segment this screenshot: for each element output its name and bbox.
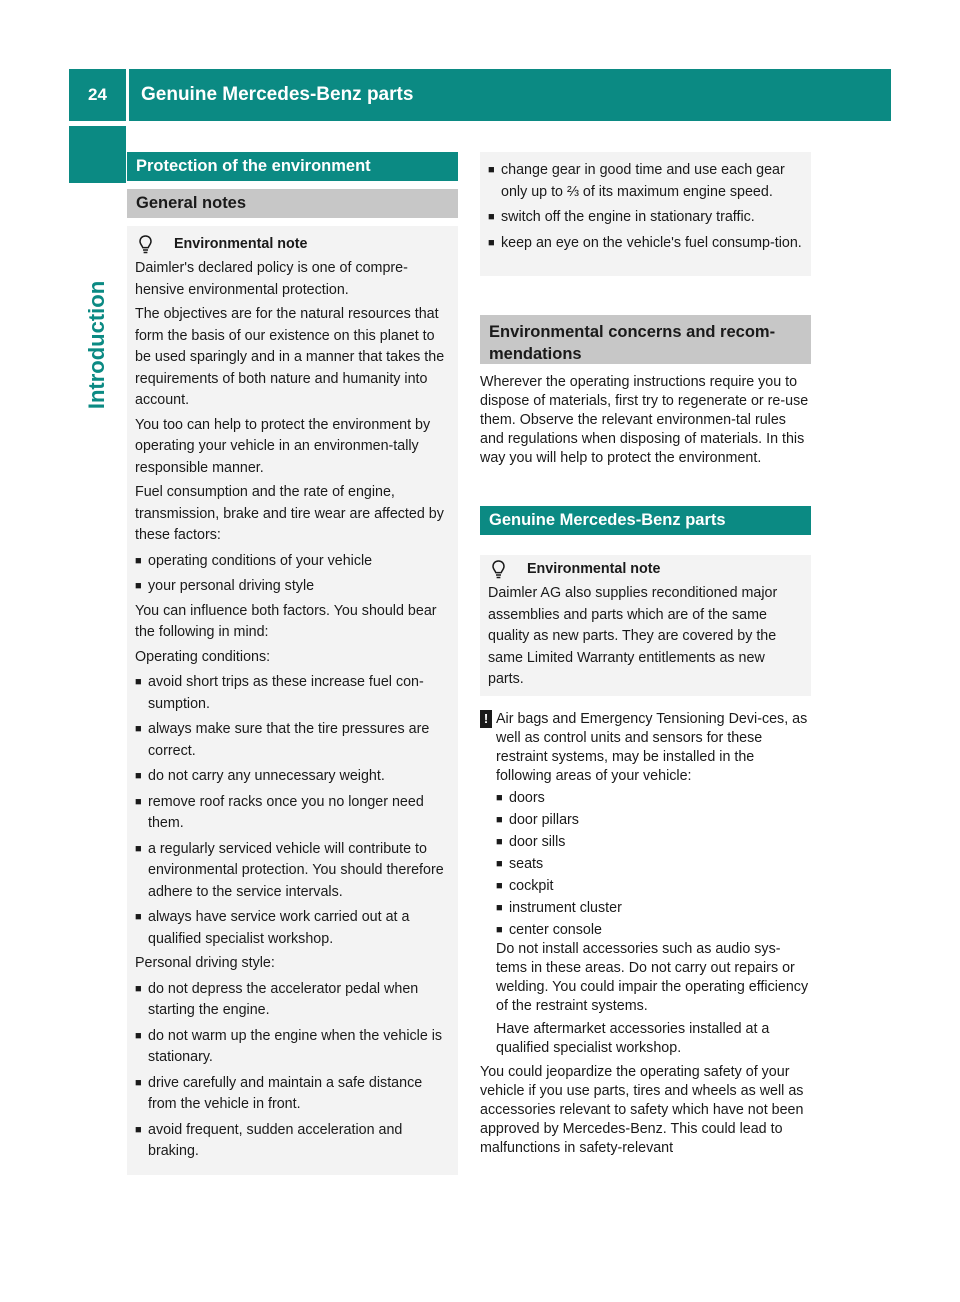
list-item: ■ operating conditions of your vehicle: [135, 551, 450, 573]
page-title: Genuine Mercedes-Benz parts: [141, 84, 414, 105]
side-tab-marker: [69, 126, 126, 183]
paragraph-reconditioned: Daimler AG also supplies reconditioned major assemblies and parts which are of the same quality as new parts. They are covered by the same Limited Warranty entitlements as new parts.: [488, 585, 778, 687]
bullet-icon: ■: [496, 792, 503, 804]
bullet-icon: ■: [496, 902, 503, 914]
bullet-icon: ■: [496, 880, 503, 892]
bullet-icon: ■: [496, 836, 503, 848]
list-item: ■ drive carefully and maintain a safe distance from the vehicle in front.: [135, 1074, 423, 1112]
list-item: ■ door pillars: [496, 812, 579, 828]
list-item: ■ center console: [496, 922, 602, 938]
bullet-icon: ■: [135, 795, 142, 808]
environmental-note-panel: [127, 226, 458, 1175]
left-column: [127, 152, 458, 1175]
side-tab-label: Introduction: [84, 280, 109, 410]
section-title-protection: Protection of the environment: [127, 152, 458, 181]
label-operating-conditions: Operating conditions:: [135, 648, 271, 665]
list-item: ■ avoid frequent, sudden acceleration and braking.: [135, 1121, 403, 1159]
paragraph-fuel: Fuel consumption and the rate of engine, transmission, brake and tire wear are affected by these factors:: [135, 484, 444, 543]
lightbulb-icon: [139, 235, 152, 254]
paragraph-aftermarket: Have aftermarket accessories installed at a qualified specialist workshop.: [496, 1021, 770, 1056]
lightbulb-icon: [492, 560, 505, 579]
note-title: Environmental note: [174, 236, 308, 252]
paragraph-concerns: Wherever the operating instructions require you to dispose of materials, first try to regenerate or re-use them. Observe the relevant environmen-tal rules and regulations when disposing of materials. In this way you will help to protect the environment.: [480, 374, 809, 466]
bullet-icon: ■: [135, 1123, 142, 1136]
bullet-icon: ■: [135, 982, 142, 995]
list-item: ■ always make sure that the tire pressures are correct.: [135, 721, 430, 759]
bullet-icon: ■: [488, 236, 495, 249]
paragraph-policy: Daimler's declared policy is one of compre-hensive environmental protection.: [135, 260, 408, 298]
section-title-genuine-parts: Genuine Mercedes-Benz parts: [480, 506, 811, 535]
list-item: ■ instrument cluster: [496, 900, 622, 916]
list-item: ■ always have service work carried out at a qualified specialist workshop.: [135, 909, 410, 947]
list-item: ■ avoid short trips as these increase fuel con-sumption.: [135, 674, 424, 712]
paragraph-help: You too can help to protect the environment by operating your vehicle in an environmen-tally responsible manner.: [135, 416, 431, 476]
list-item: ■ remove roof racks once you no longer need them.: [135, 793, 424, 831]
bullet-icon: ■: [135, 723, 142, 735]
right-column: [480, 152, 811, 1158]
bullet-icon: ■: [135, 770, 142, 782]
bullet-icon: ■: [135, 676, 142, 688]
list-item: ■ cockpit: [496, 878, 554, 894]
bullet-icon: ■: [135, 1076, 142, 1089]
header-divider: [126, 69, 129, 121]
list-item: ■ change gear in good time and use each gear only up to ⅔ of its maximum engine speed.: [488, 162, 785, 200]
bullet-icon: ■: [488, 211, 495, 223]
bullet-icon: ■: [135, 1029, 142, 1042]
warning-block: [480, 710, 811, 1058]
paragraph-influence: You can influence both factors. You should bear the following in mind:: [135, 602, 437, 640]
subsection-title-environmental-concerns: Environmental concerns and recom-mendations: [480, 315, 811, 364]
list-item: ■ door sills: [496, 834, 566, 850]
warning-text: Air bags and Emergency Tensioning Devi-ces, as well as control units and sensors for these restraint systems, may be installed in the following areas of your vehicle:: [496, 711, 808, 784]
list-item: ■ doors: [496, 790, 545, 806]
note-heading: [139, 234, 450, 255]
list-item: ■ do not warm up the engine when the vehicle is stationary.: [135, 1027, 443, 1065]
bullet-icon: ■: [135, 554, 142, 567]
paragraph-objectives: The objectives are for the natural resources that form the basis of our existence on this planet to be used sparingly and in a manner that takes the requirements of both nature and humanity into account.: [135, 306, 445, 408]
list-item: ■ seats: [496, 856, 544, 872]
bullet-icon: ■: [135, 842, 142, 855]
label-personal-driving-style: Personal driving style:: [135, 955, 275, 971]
page-number: 24: [88, 85, 107, 104]
environmental-note-continued-panel: [480, 152, 811, 276]
note-heading: [492, 559, 803, 580]
paragraph-jeopardize: You could jeopardize the operating safety of your vehicle if you use parts, tires and wheels as well as accessories relevant to safety which have not been approved by Mercedes-Benz. This could lead to malfunctions in safety-relevant: [480, 1064, 804, 1156]
list-item: ■ do not carry any unnecessary weight.: [135, 766, 450, 788]
bullet-icon: ■: [496, 924, 503, 936]
subsection-title-general-notes: General notes: [127, 189, 458, 218]
note-title: Environmental note: [527, 561, 661, 577]
bullet-icon: ■: [496, 858, 503, 870]
list-item: ■ keep an eye on the vehicle's fuel consump-tion.: [488, 233, 803, 255]
warning-icon: !: [480, 710, 492, 728]
list-item: ■ switch off the engine in stationary traffic.: [488, 207, 803, 229]
bullet-icon: ■: [135, 911, 142, 923]
paragraph-do-not-install: Do not install accessories such as audio sys-tems in these areas. Do not carry out repairs or welding. You could impair the operating efficiency of the restraint systems.: [496, 941, 809, 1014]
bullet-icon: ■: [496, 814, 503, 826]
list-item: ■ do not depress the accelerator pedal when starting the engine.: [135, 980, 419, 1018]
list-item: ■ your personal driving style: [135, 576, 450, 598]
bullet-icon: ■: [135, 580, 142, 592]
list-item: ■ a regularly serviced vehicle will contribute to environmental protection. You should therefore adhere to the service intervals.: [135, 840, 444, 900]
bullet-icon: ■: [488, 164, 495, 176]
environmental-note-panel-2: [480, 555, 811, 696]
